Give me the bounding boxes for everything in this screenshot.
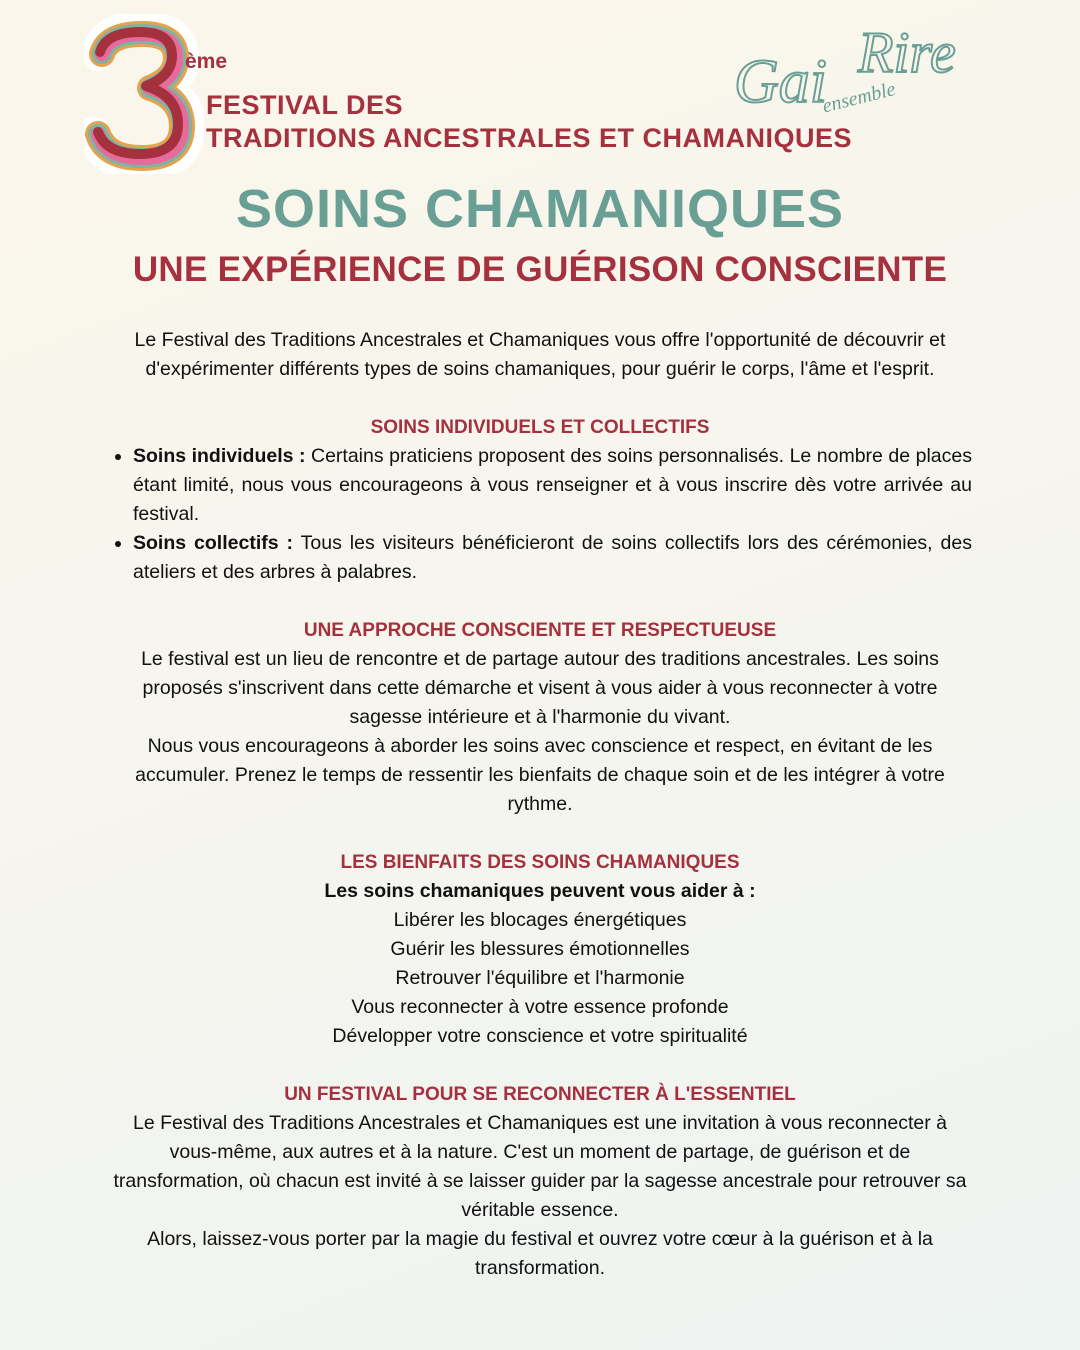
festival-number-logo [84,14,204,174]
list-item-text: Tous les visiteurs bénéficieront de soins collectifs lors des cérémonies, des ateliers et des arbres à palabres. [133,532,972,583]
section-heading-essential: UN FESTIVAL POUR SE RECONNECTER À L'ESSENTIEL [284,1084,796,1105]
list-item-text: Certains praticiens proposent des soins personnalisés. Le nombre de places étant limité, nous vous encourageons à vous renseigner et à vous inscrire dès votre arrivée au festival. [133,445,972,525]
page-subtitle: UNE EXPÉRIENCE DE GUÉRISON CONSCIENTE [132,250,948,289]
svg-text:Gai: Gai [734,48,827,116]
essential-paragraph-2: Alors, laissez-vous porter par la magie du festival et ouvrez votre cœur à la guérison et à la transformation. [147,1228,933,1279]
intro-paragraph: Le Festival des Traditions Ancestrales et Chamaniques vous offre l'opportunité de découvrir et d'expérimenter différents types de soins chamaniques, pour guérir le corps, l'âme et l'esprit. [134,329,946,380]
benefit-item: Développer votre conscience et votre spiritualité [332,1025,748,1047]
section-heading-approach: UNE APPROCHE CONSCIENTE ET RESPECTUEUSE [303,620,777,641]
benefit-item: Vous reconnecter à votre essence profonde [351,996,729,1018]
benefit-item: Libérer les blocages énergétiques [393,909,687,931]
svg-text:Rire: Rire [858,20,956,85]
gai-rire-logo [730,10,1010,130]
main-content [108,326,972,1283]
benefit-item: Guérir les blessures émotionnelles [390,938,690,960]
ordinal-superscript: ème [185,50,228,73]
approach-paragraph-1: Le festival est un lieu de rencontre et de partage autour des traditions ancestrales. Les soins proposés s'inscrivent dans cette démarche et visent à vous aider à vous reconnecter à votre sagesse intérieure et à l'harmonie du vivant. [141,648,939,728]
section-heading-benefits: LES BIENFAITS DES SOINS CHAMANIQUES [340,852,740,873]
care-types-list [108,442,972,587]
list-item-label: Soins individuels : [133,445,306,467]
benefits-lead: Les soins chamaniques peuvent vous aider à : [324,880,756,902]
list-item [133,529,972,587]
section-heading-individual: SOINS INDIVIDUELS ET COLLECTIFS [370,417,710,438]
svg-text:ensemble: ensemble [820,78,898,118]
list-item-label: Soins collectifs : [133,532,294,554]
approach-paragraph-2: Nous vous encourageons à aborder les soins avec conscience et respect, en évitant de les accumuler. Prenez le temps de ressentir les bienfaits de chaque soin et de les intégrer à votre rythme. [135,735,945,815]
page-title: SOINS CHAMANIQUES [235,179,845,239]
festival-title-line1: FESTIVAL DES [206,90,404,120]
essential-paragraph-1: Le Festival des Traditions Ancestrales et Chamaniques est une invitation à vous reconnecter à vous-même, aux autres et à la nature. C'est un moment de partage, de guérison et de transformation, où chacun est invité à se laisser guider par la sagesse ancestrale pour retrouver sa véritable essence. [113,1112,967,1221]
header [0,0,1080,180]
list-item [133,442,972,529]
benefit-item: Retrouver l'équilibre et l'harmonie [395,967,685,989]
festival-title-line2: TRADITIONS ANCESTRALES ET CHAMANIQUES [206,123,853,153]
